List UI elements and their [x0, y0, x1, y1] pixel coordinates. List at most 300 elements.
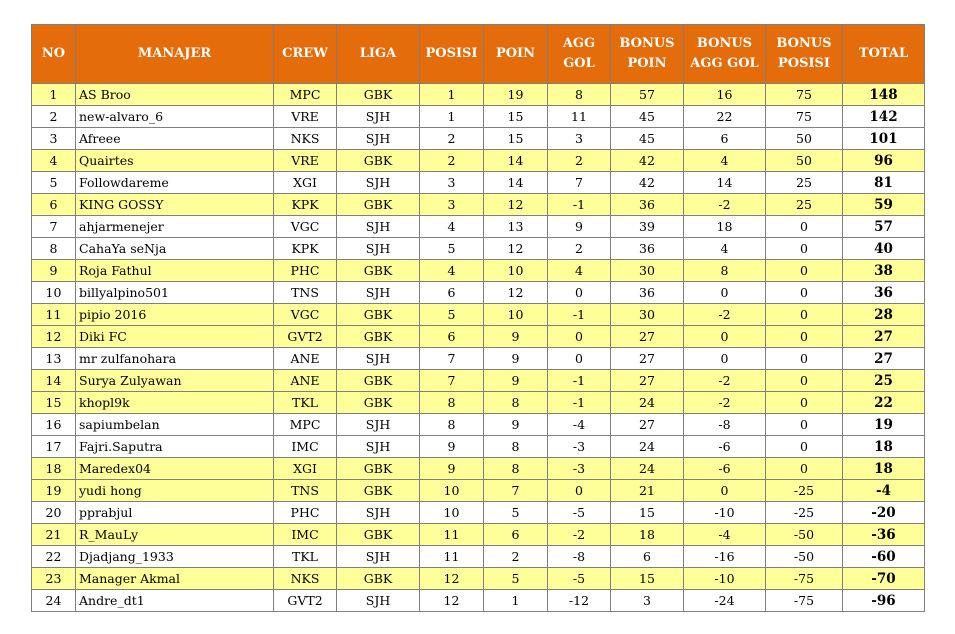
cell-bonus-poin: 27 — [611, 370, 684, 392]
cell-bonus-posisi: 0 — [766, 238, 843, 260]
cell-agg-gol: -3 — [548, 458, 611, 480]
cell-poin: 9 — [484, 348, 548, 370]
cell-bonus-agg-gol: 0 — [684, 326, 766, 348]
cell-poin: 5 — [484, 568, 548, 590]
cell-poin: 14 — [484, 172, 548, 194]
cell-poin: 9 — [484, 414, 548, 436]
cell-bonus-posisi: 25 — [766, 172, 843, 194]
cell-liga: SJH — [337, 282, 420, 304]
cell-posisi: 11 — [420, 524, 484, 546]
cell-bonus-agg-gol: -16 — [684, 546, 766, 568]
cell-bonus-posisi: 0 — [766, 370, 843, 392]
cell-poin: 8 — [484, 436, 548, 458]
cell-bonus-posisi: -75 — [766, 590, 843, 612]
cell-manajer: sapiumbelan — [76, 414, 274, 436]
cell-total: 28 — [843, 304, 925, 326]
table-row — [32, 238, 925, 260]
cell-crew: MPC — [274, 414, 337, 436]
cell-agg-gol: -8 — [548, 546, 611, 568]
cell-manajer: Roja Fathul — [76, 260, 274, 282]
cell-liga: GBK — [337, 304, 420, 326]
cell-crew: TNS — [274, 282, 337, 304]
table-row — [32, 128, 925, 150]
cell-liga: GBK — [337, 194, 420, 216]
cell-manajer: Maredex04 — [76, 458, 274, 480]
cell-no: 6 — [32, 194, 76, 216]
cell-poin: 15 — [484, 128, 548, 150]
cell-bonus-posisi: 0 — [766, 348, 843, 370]
cell-bonus-agg-gol: -4 — [684, 524, 766, 546]
cell-no: 24 — [32, 590, 76, 612]
cell-manajer: new-alvaro_6 — [76, 106, 274, 128]
table-row — [32, 524, 925, 546]
cell-crew: NKS — [274, 128, 337, 150]
cell-bonus-poin: 18 — [611, 524, 684, 546]
cell-posisi: 5 — [420, 304, 484, 326]
table-row — [32, 304, 925, 326]
cell-posisi: 6 — [420, 326, 484, 348]
cell-bonus-poin: 36 — [611, 238, 684, 260]
cell-poin: 9 — [484, 326, 548, 348]
cell-posisi: 8 — [420, 414, 484, 436]
cell-poin: 5 — [484, 502, 548, 524]
cell-no: 8 — [32, 238, 76, 260]
cell-liga: SJH — [337, 216, 420, 238]
cell-posisi: 8 — [420, 392, 484, 414]
cell-bonus-posisi: -25 — [766, 502, 843, 524]
cell-bonus-posisi: 0 — [766, 326, 843, 348]
cell-bonus-posisi: 50 — [766, 128, 843, 150]
cell-posisi: 4 — [420, 260, 484, 282]
cell-liga: GBK — [337, 458, 420, 480]
cell-crew: GVT2 — [274, 590, 337, 612]
cell-bonus-poin: 27 — [611, 326, 684, 348]
cell-poin: 8 — [484, 458, 548, 480]
cell-bonus-posisi: 75 — [766, 106, 843, 128]
header-row — [32, 25, 925, 84]
cell-liga: GBK — [337, 480, 420, 502]
cell-agg-gol: 0 — [548, 480, 611, 502]
cell-posisi: 2 — [420, 150, 484, 172]
cell-bonus-poin: 15 — [611, 502, 684, 524]
cell-bonus-poin: 15 — [611, 568, 684, 590]
cell-bonus-agg-gol: -6 — [684, 458, 766, 480]
cell-liga: GBK — [337, 260, 420, 282]
cell-liga: SJH — [337, 128, 420, 150]
cell-liga: GBK — [337, 84, 420, 106]
table-row — [32, 436, 925, 458]
cell-crew: ANE — [274, 370, 337, 392]
cell-bonus-poin: 24 — [611, 436, 684, 458]
cell-bonus-poin: 36 — [611, 194, 684, 216]
cell-bonus-posisi: 0 — [766, 304, 843, 326]
cell-agg-gol: -12 — [548, 590, 611, 612]
cell-manajer: yudi hong — [76, 480, 274, 502]
cell-total: -36 — [843, 524, 925, 546]
cell-manajer: Afreee — [76, 128, 274, 150]
cell-total: -96 — [843, 590, 925, 612]
cell-no: 5 — [32, 172, 76, 194]
cell-manajer: R_MauLy — [76, 524, 274, 546]
cell-posisi: 9 — [420, 458, 484, 480]
cell-bonus-poin: 24 — [611, 458, 684, 480]
cell-liga: SJH — [337, 436, 420, 458]
cell-manajer: Followdareme — [76, 172, 274, 194]
cell-agg-gol: -5 — [548, 568, 611, 590]
table-row — [32, 502, 925, 524]
cell-liga: SJH — [337, 414, 420, 436]
cell-agg-gol: 0 — [548, 282, 611, 304]
cell-bonus-poin: 45 — [611, 128, 684, 150]
cell-agg-gol: 2 — [548, 150, 611, 172]
cell-bonus-poin: 36 — [611, 282, 684, 304]
cell-total: 148 — [843, 84, 925, 106]
cell-posisi: 6 — [420, 282, 484, 304]
cell-crew: ANE — [274, 348, 337, 370]
cell-liga: GBK — [337, 370, 420, 392]
cell-no: 18 — [32, 458, 76, 480]
header-posisi: POSISI — [420, 25, 484, 84]
cell-liga: GBK — [337, 524, 420, 546]
cell-poin: 15 — [484, 106, 548, 128]
table-row — [32, 392, 925, 414]
table-row — [32, 172, 925, 194]
cell-total: 57 — [843, 216, 925, 238]
cell-posisi: 12 — [420, 568, 484, 590]
cell-posisi: 3 — [420, 194, 484, 216]
cell-crew: GVT2 — [274, 326, 337, 348]
cell-manajer: pprabjul — [76, 502, 274, 524]
cell-liga: SJH — [337, 590, 420, 612]
cell-crew: VRE — [274, 150, 337, 172]
cell-no: 9 — [32, 260, 76, 282]
cell-poin: 2 — [484, 546, 548, 568]
cell-poin: 12 — [484, 238, 548, 260]
cell-bonus-agg-gol: 16 — [684, 84, 766, 106]
cell-poin: 1 — [484, 590, 548, 612]
cell-no: 12 — [32, 326, 76, 348]
cell-total: -4 — [843, 480, 925, 502]
cell-no: 22 — [32, 546, 76, 568]
cell-liga: SJH — [337, 546, 420, 568]
table-row — [32, 150, 925, 172]
cell-liga: SJH — [337, 106, 420, 128]
cell-bonus-posisi: 50 — [766, 150, 843, 172]
cell-poin: 8 — [484, 392, 548, 414]
cell-agg-gol: 3 — [548, 128, 611, 150]
cell-agg-gol: -5 — [548, 502, 611, 524]
cell-no: 15 — [32, 392, 76, 414]
cell-bonus-agg-gol: 0 — [684, 480, 766, 502]
cell-crew: XGI — [274, 458, 337, 480]
cell-agg-gol: 7 — [548, 172, 611, 194]
cell-poin: 10 — [484, 304, 548, 326]
cell-posisi: 11 — [420, 546, 484, 568]
cell-manajer: Diki FC — [76, 326, 274, 348]
cell-posisi: 10 — [420, 480, 484, 502]
cell-crew: KPK — [274, 238, 337, 260]
cell-bonus-agg-gol: -8 — [684, 414, 766, 436]
cell-no: 17 — [32, 436, 76, 458]
cell-manajer: khopl9k — [76, 392, 274, 414]
header-poin: POIN — [484, 25, 548, 84]
cell-no: 14 — [32, 370, 76, 392]
cell-no: 2 — [32, 106, 76, 128]
cell-bonus-poin: 42 — [611, 150, 684, 172]
cell-agg-gol: -1 — [548, 392, 611, 414]
header-total: TOTAL — [843, 25, 925, 84]
cell-bonus-posisi: 0 — [766, 392, 843, 414]
cell-manajer: Djadjang_1933 — [76, 546, 274, 568]
cell-total: 101 — [843, 128, 925, 150]
table-row — [32, 216, 925, 238]
cell-poin: 14 — [484, 150, 548, 172]
cell-bonus-agg-gol: -10 — [684, 568, 766, 590]
cell-crew: NKS — [274, 568, 337, 590]
cell-crew: TNS — [274, 480, 337, 502]
cell-crew: KPK — [274, 194, 337, 216]
cell-total: 59 — [843, 194, 925, 216]
cell-total: 38 — [843, 260, 925, 282]
cell-poin: 10 — [484, 260, 548, 282]
cell-bonus-poin: 30 — [611, 304, 684, 326]
header-agg-gol: AGG GOL — [548, 25, 611, 84]
cell-bonus-agg-gol: 22 — [684, 106, 766, 128]
table-row — [32, 458, 925, 480]
cell-posisi: 4 — [420, 216, 484, 238]
cell-bonus-agg-gol: 14 — [684, 172, 766, 194]
table-row — [32, 546, 925, 568]
cell-total: 36 — [843, 282, 925, 304]
cell-agg-gol: 11 — [548, 106, 611, 128]
cell-poin: 12 — [484, 282, 548, 304]
cell-manajer: Quairtes — [76, 150, 274, 172]
table-row — [32, 348, 925, 370]
cell-posisi: 12 — [420, 590, 484, 612]
cell-bonus-poin: 42 — [611, 172, 684, 194]
table-row — [32, 84, 925, 106]
cell-bonus-posisi: -50 — [766, 524, 843, 546]
cell-poin: 6 — [484, 524, 548, 546]
cell-posisi: 1 — [420, 106, 484, 128]
cell-agg-gol: 0 — [548, 348, 611, 370]
table-body — [32, 84, 925, 612]
cell-no: 19 — [32, 480, 76, 502]
header-no: NO — [32, 25, 76, 84]
cell-posisi: 7 — [420, 348, 484, 370]
cell-bonus-poin: 6 — [611, 546, 684, 568]
header-liga: LIGA — [337, 25, 420, 84]
cell-crew: TKL — [274, 392, 337, 414]
cell-bonus-posisi: -75 — [766, 568, 843, 590]
cell-bonus-posisi: -25 — [766, 480, 843, 502]
cell-bonus-posisi: 0 — [766, 436, 843, 458]
cell-agg-gol: -4 — [548, 414, 611, 436]
cell-bonus-agg-gol: 4 — [684, 150, 766, 172]
cell-bonus-poin: 27 — [611, 414, 684, 436]
cell-no: 7 — [32, 216, 76, 238]
cell-liga: GBK — [337, 568, 420, 590]
cell-liga: GBK — [337, 326, 420, 348]
table-row — [32, 194, 925, 216]
cell-liga: SJH — [337, 238, 420, 260]
cell-manajer: Fajri.Saputra — [76, 436, 274, 458]
cell-crew: IMC — [274, 524, 337, 546]
header-crew: CREW — [274, 25, 337, 84]
header-bonus-poin: BONUS POIN — [611, 25, 684, 84]
cell-manajer: Manager Akmal — [76, 568, 274, 590]
cell-posisi: 10 — [420, 502, 484, 524]
cell-bonus-poin: 24 — [611, 392, 684, 414]
header-manajer: MANAJER — [76, 25, 274, 84]
cell-bonus-poin: 39 — [611, 216, 684, 238]
cell-no: 4 — [32, 150, 76, 172]
cell-manajer: KING GOSSY — [76, 194, 274, 216]
cell-no: 16 — [32, 414, 76, 436]
header-bonus-posisi: BONUS POSISI — [766, 25, 843, 84]
table-row — [32, 326, 925, 348]
cell-total: -70 — [843, 568, 925, 590]
cell-total: 96 — [843, 150, 925, 172]
cell-crew: IMC — [274, 436, 337, 458]
cell-poin: 7 — [484, 480, 548, 502]
table-row — [32, 106, 925, 128]
table-row — [32, 480, 925, 502]
cell-bonus-poin: 45 — [611, 106, 684, 128]
cell-agg-gol: -1 — [548, 370, 611, 392]
cell-bonus-posisi: -50 — [766, 546, 843, 568]
cell-liga: SJH — [337, 502, 420, 524]
header-bonus-agg-gol: BONUS AGG GOL — [684, 25, 766, 84]
cell-liga: GBK — [337, 150, 420, 172]
cell-bonus-poin: 30 — [611, 260, 684, 282]
cell-bonus-posisi: 0 — [766, 260, 843, 282]
cell-bonus-posisi: 0 — [766, 414, 843, 436]
cell-total: 18 — [843, 436, 925, 458]
cell-bonus-agg-gol: -24 — [684, 590, 766, 612]
cell-poin: 19 — [484, 84, 548, 106]
table-header — [32, 25, 925, 84]
cell-agg-gol: 2 — [548, 238, 611, 260]
cell-agg-gol: 4 — [548, 260, 611, 282]
cell-manajer: billyalpino501 — [76, 282, 274, 304]
cell-total: -60 — [843, 546, 925, 568]
cell-posisi: 5 — [420, 238, 484, 260]
cell-total: 22 — [843, 392, 925, 414]
cell-total: 40 — [843, 238, 925, 260]
cell-agg-gol: 0 — [548, 326, 611, 348]
cell-crew: PHC — [274, 502, 337, 524]
cell-bonus-poin: 57 — [611, 84, 684, 106]
cell-manajer: AS Broo — [76, 84, 274, 106]
cell-total: -20 — [843, 502, 925, 524]
cell-bonus-agg-gol: 0 — [684, 348, 766, 370]
cell-bonus-agg-gol: 8 — [684, 260, 766, 282]
cell-agg-gol: 9 — [548, 216, 611, 238]
cell-manajer: Andre_dt1 — [76, 590, 274, 612]
cell-agg-gol: 8 — [548, 84, 611, 106]
cell-poin: 9 — [484, 370, 548, 392]
cell-manajer: pipio 2016 — [76, 304, 274, 326]
cell-posisi: 2 — [420, 128, 484, 150]
cell-posisi: 3 — [420, 172, 484, 194]
cell-total: 18 — [843, 458, 925, 480]
cell-bonus-posisi: 25 — [766, 194, 843, 216]
cell-total: 81 — [843, 172, 925, 194]
cell-liga: SJH — [337, 348, 420, 370]
cell-no: 10 — [32, 282, 76, 304]
cell-agg-gol: -3 — [548, 436, 611, 458]
cell-bonus-agg-gol: -6 — [684, 436, 766, 458]
cell-total: 25 — [843, 370, 925, 392]
cell-bonus-agg-gol: 6 — [684, 128, 766, 150]
table-row — [32, 370, 925, 392]
cell-total: 27 — [843, 348, 925, 370]
cell-manajer: mr zulfanohara — [76, 348, 274, 370]
cell-no: 1 — [32, 84, 76, 106]
cell-manajer: ahjarmenejer — [76, 216, 274, 238]
cell-bonus-poin: 21 — [611, 480, 684, 502]
cell-manajer: Surya Zulyawan — [76, 370, 274, 392]
cell-agg-gol: -1 — [548, 304, 611, 326]
standings-table — [31, 24, 925, 612]
cell-poin: 13 — [484, 216, 548, 238]
cell-agg-gol: -2 — [548, 524, 611, 546]
cell-no: 23 — [32, 568, 76, 590]
cell-no: 20 — [32, 502, 76, 524]
cell-crew: VRE — [274, 106, 337, 128]
table-row — [32, 260, 925, 282]
cell-liga: GBK — [337, 392, 420, 414]
cell-bonus-agg-gol: 0 — [684, 282, 766, 304]
cell-total: 142 — [843, 106, 925, 128]
cell-bonus-agg-gol: 4 — [684, 238, 766, 260]
cell-posisi: 1 — [420, 84, 484, 106]
cell-bonus-poin: 3 — [611, 590, 684, 612]
cell-manajer: CahaYa seNja — [76, 238, 274, 260]
cell-crew: PHC — [274, 260, 337, 282]
cell-total: 19 — [843, 414, 925, 436]
cell-bonus-agg-gol: -10 — [684, 502, 766, 524]
cell-no: 13 — [32, 348, 76, 370]
table-row — [32, 414, 925, 436]
cell-no: 21 — [32, 524, 76, 546]
cell-bonus-agg-gol: -2 — [684, 304, 766, 326]
cell-crew: XGI — [274, 172, 337, 194]
cell-no: 3 — [32, 128, 76, 150]
table-row — [32, 590, 925, 612]
cell-poin: 12 — [484, 194, 548, 216]
cell-bonus-posisi: 75 — [766, 84, 843, 106]
cell-liga: SJH — [337, 172, 420, 194]
cell-crew: VGC — [274, 304, 337, 326]
cell-agg-gol: -1 — [548, 194, 611, 216]
cell-bonus-agg-gol: 18 — [684, 216, 766, 238]
cell-posisi: 7 — [420, 370, 484, 392]
cell-posisi: 9 — [420, 436, 484, 458]
cell-bonus-agg-gol: -2 — [684, 392, 766, 414]
cell-bonus-agg-gol: -2 — [684, 370, 766, 392]
table-row — [32, 568, 925, 590]
cell-crew: VGC — [274, 216, 337, 238]
cell-no: 11 — [32, 304, 76, 326]
cell-bonus-agg-gol: -2 — [684, 194, 766, 216]
cell-crew: MPC — [274, 84, 337, 106]
cell-bonus-posisi: 0 — [766, 458, 843, 480]
cell-total: 27 — [843, 326, 925, 348]
table-row — [32, 282, 925, 304]
cell-bonus-posisi: 0 — [766, 282, 843, 304]
